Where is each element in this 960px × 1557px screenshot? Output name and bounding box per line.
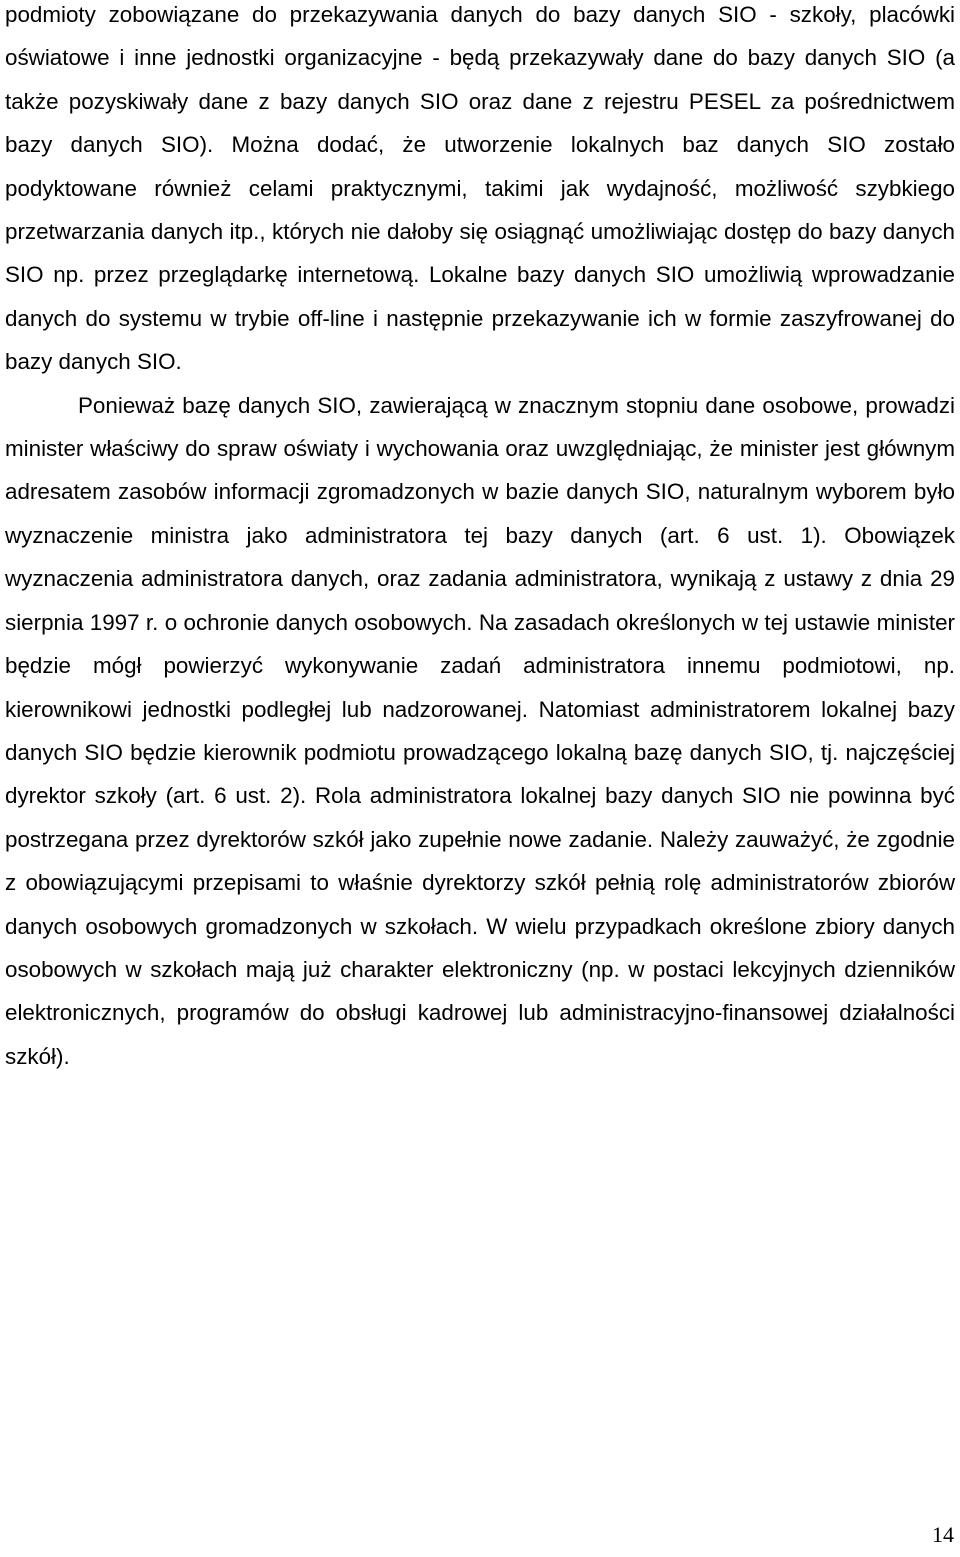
document-body: [5, 0, 955, 1078]
page-number: 14: [932, 1522, 954, 1547]
paragraph-administrator: Ponieważ bazę danych SIO, zawierającą w znacznym stopniu dane osobowe, prowadzi minister właściwy do spraw oświaty i wychowania oraz uwzględniając, że minister jest głównym adresatem zasobów informacji zgromadzonych w bazie danych SIO, naturalnym wyborem było wyznaczenie ministra jako administratora tej bazy danych (art. 6 ust. 1). Obowiązek wyznaczenia administratora danych, oraz zadania administratora, wynikają z ustawy z dnia 29 sierpnia 1997 r. o ochronie danych osobowych. Na zasadach określonych w tej ustawie minister będzie mógł powierzyć wykonywanie zadań administratora innemu podmiotowi, np. kierownikowi jednostki podległej lub nadzorowanej. Natomiast administratorem lokalnej bazy danych SIO będzie kierownik podmiotu prowadzącego lokalną bazę danych SIO, tj. najczęściej dyrektor szkoły (art. 6 ust. 2). Rola administratora lokalnej bazy danych SIO nie powinna być postrzegana przez dyrektorów szkół jako zupełnie nowe zadanie. Należy zauważyć, że zgodnie z obowiązującymi przepisami to właśnie dyrektorzy szkół pełnią rolę administratorów zbiorów danych osobowych gromadzonych w szkołach. W wielu przypadkach określone zbiory danych osobowych w szkołach mają już charakter elektroniczny (np. w postaci lekcyjnych dzienników elektronicznych, programów do obsługi kadrowej lub administracyjno-finansowej działalności szkół).: [5, 392, 955, 1069]
paragraph-continuation: podmioty zobowiązane do przekazywania danych do bazy danych SIO - szkoły, placówki oświatowe i inne jednostki organizacyjne - będą przekazywały dane do bazy danych SIO (a także pozyskiwały dane z bazy danych SIO oraz dane z rejestru PESEL za pośrednictwem bazy danych SIO). Można dodać, że utworzenie lokalnych baz danych SIO zostało podyktowane również celami praktycznymi, takimi jak wydajność, możliwość szybkiego przetwarzania danych itp., których nie dałoby się osiągnąć umożliwiając dostęp do bazy danych SIO np. przez przeglądarkę internetową. Lokalne bazy danych SIO umożliwią wprowadzanie danych do systemu w trybie off-line i następnie przekazywanie ich w formie zaszyfrowanej do bazy danych SIO.: [5, 2, 955, 375]
